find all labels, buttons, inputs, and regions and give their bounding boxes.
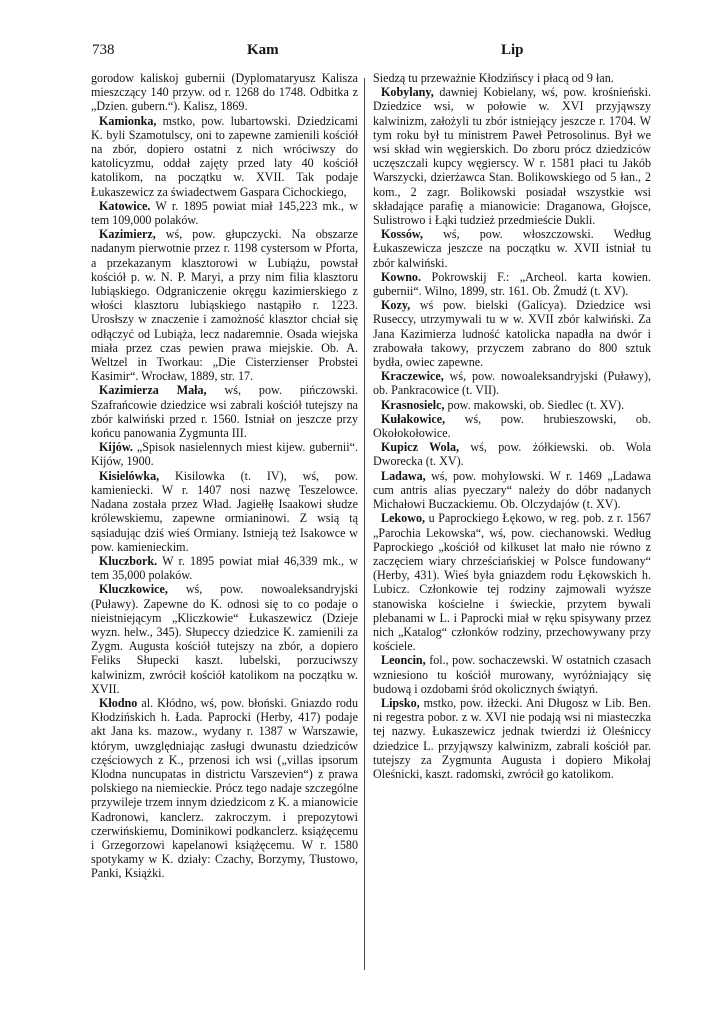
dictionary-entry-kijow (91, 440, 358, 468)
entry-text: W r. 1895 powiat miał 145,223 mk., w tem 109,000 polaków. (91, 198, 358, 228)
page-number: 738 (92, 42, 115, 58)
dictionary-entry-kamionka (91, 114, 358, 199)
dictionary-entry-kobylany (373, 85, 651, 227)
dictionary-entry-kazimierza-mala (91, 383, 358, 440)
dictionary-entry-kupicz-wola (373, 440, 651, 468)
entry-headword: Kijów. (99, 440, 133, 455)
entry-headword: Kraczewice, (381, 369, 444, 384)
entry-text: Pokrowskij F.: „Archeol. karta kowien. gubernii“. Wilno, 1899, str. 161. Ob. Żmudź (t. XV). (373, 269, 651, 299)
entry-headword: Leoncin, (381, 653, 426, 668)
entry-text: wś, pow. pińczowski. Szafrańcowie dziedzice wsi zabrali kościół tutejszy na zbór kalwiński przed r. 1560. Istniał on jeszcze przy końcu panowania Zygmunta III. (91, 383, 358, 441)
entry-text: dawniej Kobielany, wś, pow. krośnieński. Dziedzice wsi, w połowie w. XVI przyjąwszy kalwinizm, założyli tu zbór istniejący jeszcze r. 1704. W tym roku był tu ministrem Paweł Petrosolinus. Był we wsi skład win węgierskich. Do zboru prócz dziedziców uczęszczali kupcy węgierscy. W r. 1581 płaci tu Jakób Warszycki, dzierżawca Stan. Bolikowskiego od 5 łan., 2 kom., 2 zagr. Bolikowski posiadał wszystkie wsi składające parafię a mianowicie: Draganowa, Głojsce, Sulistrowo i Łąki tudzież przedmieście Dukli. (373, 85, 651, 228)
entry-text: al. Kłódno, wś, pow. błoński. Gniazdo rodu Kłodzińskich h. Łada. Paprocki (Herby, 417) podaje akt Jana ks. mazow., wydany r. 1387 w Warszawie, którym, uwzględniając zasługi dwunastu dziedziców częściowych z K., przenosi ich wsi („villas ipsorum Klodna nuncupatas in districtu Varszevien“) z prawa polskiego na niemieckie. Prócz tego nadaje szczególne przywileje trzem innym dziedzicom z K. a mianowicie Kadronowi, kanclerz. zakroczym. i prepozytowi czerwińskiemu, Dominikowi podkanclerz. książęcemu i Grzegorzowi kapelanowi książęcemu. W r. 1580 spotykamy w K. działy: Czachy, Borzymy, Tłustowo, Panki, Książki. (91, 695, 358, 881)
dictionary-entry-kossow (373, 227, 651, 270)
entry-headword: Lipsko, (381, 695, 420, 710)
entry-headword: Kozy, (381, 298, 411, 313)
dictionary-entry-katowice (91, 199, 358, 227)
entry-headword: Kowno. (381, 269, 421, 284)
entry-text: wś, pow. mohylowski. W r. 1469 „Ladawa cum antris alias pyeczary“ należy do dóbr nadanych Michałowi Buczackiemu. Ob. Olczydajów (t. XV). (373, 468, 651, 512)
entry-text: W r. 1895 powiat miał 46,339 mk., w tem 35,000 polaków. (91, 553, 358, 583)
dictionary-entry-klodno (91, 696, 358, 881)
dictionary-entry-leoncin (373, 653, 651, 696)
entry-text: fol., pow. sochaczewski. W ostatnich czasach wzniesiono tu kościół murowany, wyróżniający się budową i ozdobami śród okolicznych świątyń. (373, 653, 651, 696)
dictionary-entry-kowno (373, 270, 651, 298)
entry-headword: Kazimierza Mała, (99, 383, 207, 398)
dictionary-entry-cont (373, 71, 651, 85)
entry-headword: Kupicz Wola, (381, 440, 460, 455)
entry-text: Kisilowka (t. IV), wś, pow. kamieniecki. W r. 1407 nosi nazwę Teszelowce. Nadana została przez Wład. Jagiełłę Isaakowi słudze królewskiemu, zapewne ormianinowi. Z wsią tą sąsiadując dziś wieś Ormiany. Istnieją też Isakowce w pow. kamienieckim. (91, 468, 358, 554)
dictionary-entry-kozy (373, 298, 651, 369)
entry-text: wś pow. bielski (Galicya). Dziedzice wsi Ruseccy, utrzymywali tu w w. XVII zbór kalwiński. Za Jana Kazimierza ludność katolicka napadła na dwór i zrabowała takowy, przyczem zabrano do 800 sztuk bydła, owiec zapewne. (373, 298, 651, 370)
dictionary-entry-kazimierz (91, 227, 358, 383)
dictionary-entry-lekowo (373, 511, 651, 653)
entry-headword: Kossów, (381, 227, 424, 242)
column-divider (364, 78, 365, 970)
dictionary-entry-kisielowka (91, 469, 358, 554)
dictionary-entry-cont (91, 71, 358, 114)
entry-text: wś, pow. włoszczowski. Według Łukaszewicza jeszcze na początku w. XVII istniał tu zbór kalwiński. (373, 227, 651, 270)
entry-headword: Kłodno (99, 695, 138, 710)
dictionary-entry-krasnosielc (373, 398, 651, 412)
entry-text: pow. makowski, ob. Siedlec (t. XV). (444, 397, 625, 412)
dictionary-entry-kluczkowice (91, 582, 358, 696)
dictionary-entry-lipsko (373, 696, 651, 781)
entry-headword: Kamionka, (99, 113, 157, 128)
entry-headword: Kobylany, (381, 85, 434, 100)
entry-headword: Lekowo, (381, 511, 426, 526)
entry-headword: Kułakowice, (381, 411, 446, 426)
entry-text: u Paprockiego Łękowo, w reg. pob. z r. 1567 „Parochia Lekowska“, wś, pow. ciechanowski. Według Paprockiego „kościół od kilkuset lat mało nie równo z zaczęciem wiary chrześciańskiej w Polsce fundowany“ (Herby, 431). Wieś była gniazdem rodu Łękowskich h. Lubicz. Członkowie tej rodziny zajmowali wyższe stanowiska kościelne i świeckie, przytem bywali plebanami w L. i Paprocki miał w ręku spisywany przez nich „Katalog“ członków rodziny, przechowywany przy kościele. (373, 511, 651, 654)
entry-text: „Spisok nasielennych miest kijew. gubernii“. Kijów, 1900. (91, 440, 358, 469)
entry-headword: Katowice. (99, 198, 151, 213)
right-column (373, 71, 651, 781)
entry-text: wś, pow. hrubieszowski, ob. Okołokołowice. (373, 411, 651, 441)
dictionary-entry-kraczewice (373, 369, 651, 397)
entry-text: Siedzą tu przeważnie Kłodzińscy i płacą od 9 łan. (373, 71, 614, 85)
entry-headword: Krasnosielc, (381, 397, 445, 412)
entry-headword: Kazimierz, (99, 227, 156, 242)
dictionary-entry-kulakowice (373, 412, 651, 440)
entry-text: gorodow kaliskoj gubernii (Dyplomataryusz Kalisza mieszczący 140 przyw. od r. 1268 do 1748. Odbitka z „Dzien. gubern.“). Kalisz, 1869. (91, 71, 358, 114)
running-head-right: Lip (501, 42, 524, 58)
entry-headword: Kisielówka, (99, 468, 160, 483)
entry-text: wś, pow. żółkiewski. ob. Wola Dworecka (t. XV). (373, 440, 651, 469)
running-head-left: Kam (247, 42, 279, 58)
dictionary-entry-ladawa (373, 469, 651, 512)
entry-text: wś, pow. nowoaleksandryjski (Puławy), ob. Pankracowice (t. VII). (373, 369, 651, 398)
entry-text: mstko, pow. lubartowski. Dziedzicami K. byli Szamotulscy, oni to zapewne zamienili kościół na zbór, dopiero ostatni z nich wróciwszy do katolicyzmu, oddał zajęty przed laty 40 kościół katolikom, na początku w. XVII. Tak podaje Łukaszewicz za świadectwem Gaspara Cichockiego, (91, 113, 358, 199)
entry-text: wś, pow. nowoaleksandryjski (Puławy). Zapewne do K. odnosi się to co podaje o nieistniejącym „Kliczkowie“ Łukaszewicz (Dzieje wyzn. helw., 345). Słupeccy dziedzice K. zamienili za Zygm. Augusta kościół tutejszy na zbór, a dopiero Feliks Słupecki kaszt. lubelski, porzuciwszy kalwinizm, zwrócił kościół katolikom na początku w. XVII. (91, 582, 358, 696)
left-column (91, 71, 358, 881)
entry-text: wś, pow. głupczycki. Na obszarze nadanym pierwotnie przez r. 1198 cystersom w Pforta, a przekazanym klasztorowi w Lubiążu, powstał kościół p. w. N. P. Maryi, a przy nim filia klasztoru lubiąskiego. Odgraniczenie okręgu kazimierskiego z włości klasztoru lubiąskiego nastąpiło r. 1223. Urosłszy w znaczenie i zamożność klasztor chciał się odłączyć od Lubiąża, lecz nadaremnie. Osada wiejska miała przez czas pewien prawa miejskie. Ob. A. Weltzel in Tworkau: „Die Cisterzienser Probstei Kasimir“. Wrocław, 1889, str. 17. (91, 227, 358, 384)
dictionary-entry-kluczbork (91, 554, 358, 582)
entry-headword: Ladawa, (381, 468, 426, 483)
entry-headword: Kluczbork. (99, 553, 158, 568)
entry-headword: Kluczkowice, (99, 582, 168, 597)
entry-text: mstko, pow. iłżecki. Ani Długosz w Lib. Ben. ni regestra pobor. z w. XVI nie podają wsi ni miasteczka tej nazwy. Łukaszewicz jednak twierdzi iż Oleśniccy dziedzice L. przyjąwszy kalwinizm, zabrali kościół par. tutejszy za Zygmunta Augusta i dopiero Mikołaj Oleśnicki, kaszt. radomski, zwrócił go katolikom. (373, 695, 651, 781)
